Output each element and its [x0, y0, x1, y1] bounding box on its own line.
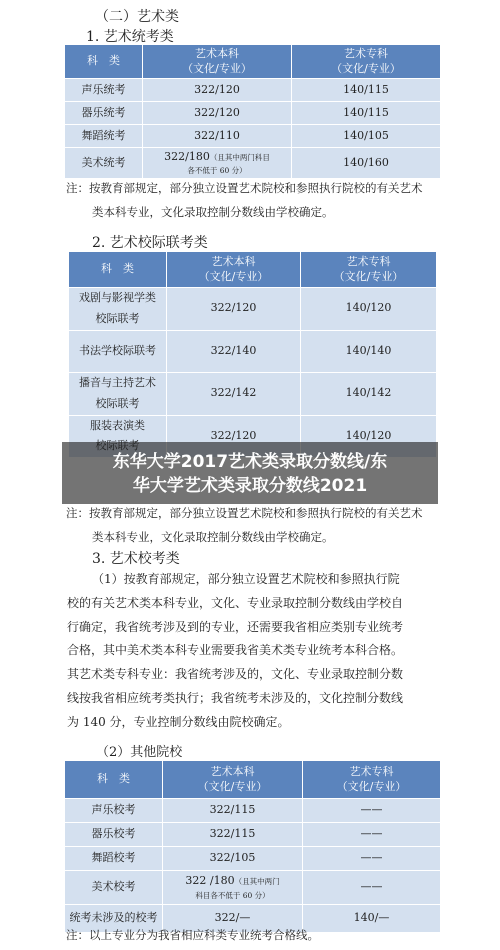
row-junior-score: 140/160 [292, 148, 441, 179]
row-bachelor-score: 322/120 [167, 288, 301, 331]
row-category: 器乐校考 [65, 823, 163, 847]
header-category: 科 类 [69, 252, 167, 288]
header-category: 科 类 [65, 761, 163, 799]
row-category: 声乐校考 [65, 799, 163, 823]
header-art-junior [292, 45, 441, 79]
category-line: 播音与主持艺术 [79, 375, 156, 389]
table-header-row [65, 45, 441, 79]
note-line: 类本科专业，文化录取控制分数线由学校确定。 [92, 205, 334, 219]
row-junior-score: 140/140 [301, 330, 437, 372]
row-bachelor-score: 322/120 [167, 415, 301, 458]
header-sub-label: （文化/专业） [336, 779, 407, 793]
part3-title: 3. 艺术校考类 [92, 551, 180, 567]
row-bachelor-score: 322/110 [143, 125, 292, 148]
overlay-title-line: 东华大学2017艺术类录取分数线/东 [112, 452, 388, 472]
row-junior-score: 140/— [303, 905, 441, 933]
row-category: 舞蹈校考 [65, 847, 163, 871]
row-junior-score: 140/115 [292, 79, 441, 102]
row-bachelor-score: 322/142 [167, 372, 301, 415]
header-sub-label: （文化/专业） [198, 269, 269, 283]
row-category [69, 372, 167, 415]
header-sub-label: （文化/专业） [331, 61, 401, 75]
header-label: 艺术本科 [195, 46, 239, 60]
header-label: 艺术专科 [346, 254, 391, 268]
category-line: 校际联考 [95, 311, 140, 325]
row-junior-score: —— [303, 799, 441, 823]
header-sub-label: （文化/专业） [197, 779, 268, 793]
table-row [65, 148, 441, 179]
row-category [69, 288, 167, 331]
row-junior-score: 140/142 [301, 372, 437, 415]
overlay-title-line: 华大学艺术类录取分数线2021 [132, 476, 368, 496]
part2-table [68, 251, 437, 458]
section-title: （二）艺术类 [95, 9, 179, 25]
category-line: 校际联考 [95, 396, 140, 410]
score-note: 各不低于 60 分） [187, 166, 247, 175]
header-sub-label: （文化/专业） [182, 61, 252, 75]
row-junior-score: 140/105 [292, 125, 441, 148]
row-category: 统考未涉及的校考 [65, 905, 163, 933]
score-note: 科目各不低于 60 分） [195, 890, 270, 900]
category-line: 服装表演类 [90, 418, 145, 432]
part2-title: 2. 艺术校际联考类 [92, 235, 208, 251]
score-note: （且其中两门 [234, 876, 280, 886]
part3-paragraph [67, 568, 439, 735]
paragraph-line: 校的有关艺术类本科专业，文化、专业录取控制分数线由学校自 [67, 595, 404, 610]
row-bachelor-score: 322/105 [163, 847, 303, 871]
part1-note [66, 176, 440, 224]
row-bachelor-score: 322/120 [143, 79, 292, 102]
row-bachelor-score [143, 148, 292, 179]
paragraph-line: 其艺术类专科专业：我省统考涉及的，文化、专业录取控制分数 [67, 667, 404, 682]
row-bachelor-score: 322/115 [163, 799, 303, 823]
paragraph-line: 行确定，我省统考涉及到的专业，还需要我省相应类别专业统考 [67, 619, 404, 634]
score-value: 322/180 [164, 149, 210, 163]
other-schools-title: （2）其他院校 [96, 745, 183, 760]
header-label: 艺术专科 [349, 764, 394, 778]
header-category: 科 类 [65, 45, 143, 79]
part2-note [66, 501, 440, 549]
paragraph-line: 线按我省相应统考类执行；我省统考未涉及的，文化控制分数线 [67, 690, 404, 705]
row-bachelor-score: 322/140 [167, 330, 301, 372]
table-header-row [65, 761, 441, 799]
table-row [65, 871, 441, 905]
header-art-junior [301, 252, 437, 288]
note-line: 注：按教育部规定，部分独立设置艺术院校和参照执行院校的有关艺术 [66, 181, 423, 195]
table-row [65, 847, 441, 871]
part3-table [64, 760, 441, 933]
row-junior-score: —— [303, 847, 441, 871]
table-row [65, 79, 441, 102]
table-row [65, 823, 441, 847]
header-art-bachelor [167, 252, 301, 288]
note-line: 类本科专业，文化录取控制分数线由学校确定。 [92, 530, 334, 544]
table-row [65, 102, 441, 125]
row-category: 美术统考 [65, 148, 143, 179]
row-category: 美术校考 [65, 871, 163, 905]
row-bachelor-score: 322/120 [143, 102, 292, 125]
row-junior-score: —— [303, 871, 441, 905]
row-category: 书法学校际联考 [69, 330, 167, 372]
row-junior-score: 140/120 [301, 288, 437, 331]
part1-table [64, 44, 441, 179]
part1-title: 1. 艺术统考类 [86, 29, 174, 45]
header-label: 艺术专科 [344, 46, 388, 60]
row-category: 声乐统考 [65, 79, 143, 102]
part3-note: 注：以上专业分为我省相应科类专业统考合格线。 [66, 928, 319, 942]
row-junior-score: 140/120 [301, 415, 437, 458]
paragraph-line: （1）按教育部规定，部分独立设置艺术院校和参照执行院 [92, 572, 400, 586]
paragraph-line: 合格，其中美术类本科专业需要我省美术类专业统考本科合格。 [67, 643, 404, 658]
table-header-row [69, 252, 437, 288]
row-junior-score: —— [303, 823, 441, 847]
header-label: 艺术本科 [211, 254, 256, 268]
row-category: 器乐统考 [65, 102, 143, 125]
row-bachelor-score: 322/— [163, 905, 303, 933]
table-row [65, 125, 441, 148]
header-art-bachelor [143, 45, 292, 79]
header-art-junior [303, 761, 441, 799]
note-line: 注：按教育部规定，部分独立设置艺术院校和参照执行院校的有关艺术 [66, 506, 423, 520]
table-row [69, 372, 437, 415]
category-line: 戏剧与影视学类 [79, 291, 156, 304]
table-row [69, 288, 437, 331]
overlay-title [62, 450, 438, 498]
header-art-bachelor [163, 761, 303, 799]
table-row [65, 799, 441, 823]
header-sub-label: （文化/专业） [333, 269, 404, 283]
score-value: 322 /180 [185, 873, 235, 887]
row-bachelor-score [163, 871, 303, 905]
row-bachelor-score: 322/115 [163, 823, 303, 847]
header-label: 艺术本科 [210, 764, 255, 778]
score-note: （且其中两门科目 [209, 152, 270, 162]
row-junior-score: 140/115 [292, 102, 441, 125]
paragraph-line: 为 140 分，专业控制分数线由院校确定。 [67, 714, 290, 729]
row-category: 舞蹈统考 [65, 125, 143, 148]
table-row [69, 330, 437, 372]
